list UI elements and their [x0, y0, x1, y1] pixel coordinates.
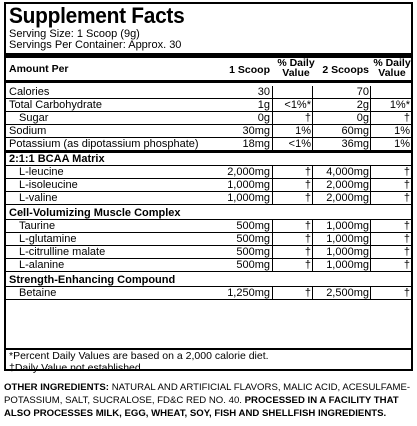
nutrient-name: L-valine: [19, 192, 58, 204]
amount-one-scoop: 18mg: [242, 138, 270, 150]
column-divider: [370, 192, 371, 204]
supplement-facts-panel: [4, 2, 413, 374]
table-row: [6, 112, 411, 124]
amount-two-scoops: 2,500mg: [326, 287, 369, 299]
daily-value-one: †: [304, 112, 311, 124]
amount-one-scoop: 500mg: [236, 246, 270, 258]
amount-one-scoop: 500mg: [236, 220, 270, 232]
section-title: 2:1:1 BCAA Matrix: [9, 153, 105, 165]
daily-value-one: †: [304, 287, 311, 299]
nutrient-name: Sodium: [9, 125, 47, 137]
nutrient-name: Potassium (as dipotassium phosphate): [9, 138, 199, 150]
table-row: [6, 125, 411, 137]
column-divider: [272, 220, 273, 232]
table-row: [6, 99, 411, 111]
column-divider: [370, 99, 371, 111]
column-divider: [370, 138, 371, 150]
header-one-scoop: 1 Scoop: [229, 64, 270, 76]
amount-one-scoop: 0g: [257, 112, 270, 124]
column-divider: [272, 246, 273, 258]
amount-two-scoops: 70: [356, 86, 369, 98]
row-divider: [6, 204, 411, 205]
daily-value-two: †: [403, 287, 410, 299]
column-divider: [312, 192, 313, 204]
daily-value-two: †: [403, 112, 410, 124]
nutrient-name: Betaine: [19, 287, 57, 299]
column-divider: [312, 86, 313, 98]
amount-two-scoops: 0g: [356, 112, 369, 124]
amount-two-scoops: 1,000mg: [326, 233, 369, 245]
column-divider: [272, 138, 273, 150]
column-divider: [370, 179, 371, 191]
amount-one-scoop: 30mg: [242, 125, 270, 137]
dagger-note: †Daily Value not established.: [9, 362, 144, 374]
nutrient-name: Calories: [9, 86, 50, 98]
amount-one-scoop: 500mg: [236, 233, 270, 245]
column-divider: [272, 259, 273, 271]
row-divider: [6, 299, 411, 300]
thick-rule: [6, 53, 411, 58]
column-divider: [370, 287, 371, 299]
column-divider: [312, 125, 313, 137]
daily-value-two: †: [403, 166, 410, 178]
table-row: [6, 166, 411, 178]
other-ingredients-text: NATURAL AND ARTIFICIAL FLAVORS, MALIC ACID, ACESULFAME-POTASSIUM, SALT, SUCRALOSE, FD&C RED NO. 40.: [4, 382, 411, 406]
column-divider: [312, 112, 313, 124]
amount-one-scoop: 1,000mg: [227, 192, 270, 204]
table-row: [6, 138, 411, 150]
amount-two-scoops: 36mg: [341, 138, 369, 150]
table-row: [6, 259, 411, 271]
nutrient-name: Sugar: [19, 112, 49, 124]
column-divider: [272, 99, 273, 111]
header-dv2-line2: Value: [378, 67, 406, 79]
column-divider: [312, 259, 313, 271]
column-divider: [272, 233, 273, 245]
table-row: [6, 192, 411, 204]
nutrient-name: L-leucine: [19, 166, 64, 178]
nutrient-name: L-alanine: [19, 259, 65, 271]
amount-two-scoops: 2g: [356, 99, 369, 111]
daily-value-one: †: [304, 259, 311, 271]
column-divider: [370, 220, 371, 232]
column-divider: [370, 166, 371, 178]
other-ingredients-label: OTHER INGREDIENTS:: [4, 382, 110, 393]
column-divider: [312, 179, 313, 191]
header-dv1-line1: % Daily: [277, 57, 315, 69]
column-divider: [312, 246, 313, 258]
daily-value-one: †: [304, 233, 311, 245]
daily-value-one: †: [304, 246, 311, 258]
table-row: [6, 220, 411, 232]
column-divider: [272, 125, 273, 137]
table-row: [6, 179, 411, 191]
table-row: [6, 233, 411, 245]
daily-value-two: †: [403, 259, 410, 271]
column-divider: [272, 166, 273, 178]
column-divider: [312, 233, 313, 245]
serving-size: Serving Size: 1 Scoop (9g): [9, 28, 140, 40]
column-divider: [272, 179, 273, 191]
daily-value-two: †: [403, 246, 410, 258]
column-divider: [272, 112, 273, 124]
amount-one-scoop: 1,250mg: [227, 287, 270, 299]
amount-one-scoop: 30: [257, 86, 270, 98]
section-title: Cell-Volumizing Muscle Complex: [9, 207, 181, 219]
nutrient-name: L-citrulline malate: [19, 246, 106, 258]
column-divider: [272, 287, 273, 299]
header-dv2-line1: % Daily: [373, 57, 411, 69]
panel-title: Supplement Facts: [9, 3, 185, 28]
column-divider: [370, 246, 371, 258]
column-divider: [370, 259, 371, 271]
column-divider: [312, 138, 313, 150]
amount-one-scoop: 500mg: [236, 259, 270, 271]
column-divider: [312, 287, 313, 299]
other-ingredients: [4, 381, 414, 420]
amount-one-scoop: 1,000mg: [227, 179, 270, 191]
amount-one-scoop: 2,000mg: [227, 166, 270, 178]
table-row: [6, 287, 411, 299]
amount-two-scoops: 4,000mg: [326, 166, 369, 178]
daily-value-one: <1%*: [284, 99, 311, 111]
daily-value-two: 1%*: [389, 99, 410, 111]
daily-value-two: †: [403, 192, 410, 204]
header-amount-per: Amount Per: [9, 63, 69, 75]
nutrient-name: L-glutamine: [19, 233, 77, 245]
section-title: Strength-Enhancing Compound: [9, 274, 176, 286]
daily-value-one: †: [304, 179, 311, 191]
table-row: [6, 246, 411, 258]
nutrient-name: L-isoleucine: [19, 179, 78, 191]
column-divider: [370, 112, 371, 124]
column-divider: [272, 86, 273, 98]
column-divider: [370, 125, 371, 137]
daily-value-one: <1%: [288, 138, 311, 150]
header-dv1-line2: Value: [282, 67, 310, 79]
daily-value-two: †: [403, 179, 410, 191]
amount-two-scoops: 1,000mg: [326, 220, 369, 232]
row-divider: [6, 271, 411, 272]
percent-daily-note: *Percent Daily Values are based on a 2,000 calorie diet.: [9, 350, 269, 362]
nutrient-name: Total Carbohydrate: [9, 99, 102, 111]
servings-per-container: Servings Per Container: Approx. 30: [9, 39, 182, 51]
column-divider: [272, 192, 273, 204]
amount-two-scoops: 1,000mg: [326, 259, 369, 271]
header-two-scoops: 2 Scoops: [322, 64, 369, 76]
daily-value-one: †: [304, 166, 311, 178]
column-divider: [370, 86, 371, 98]
column-divider: [312, 166, 313, 178]
allergen-statement: PROCESSED IN A FACILITY THAT ALSO PROCESSES MILK, EGG, WHEAT, SOY, FISH AND SHELLFISH INGREDIENTS.: [4, 395, 399, 419]
column-divider: [370, 233, 371, 245]
amount-one-scoop: 1g: [257, 99, 270, 111]
table-row: [6, 86, 411, 98]
daily-value-one: †: [304, 220, 311, 232]
daily-value-two: †: [403, 220, 410, 232]
amount-two-scoops: 2,000mg: [326, 192, 369, 204]
daily-value-two: 1%: [394, 125, 410, 137]
daily-value-one: 1%: [295, 125, 311, 137]
daily-value-one: †: [304, 192, 311, 204]
daily-value-two: †: [403, 233, 410, 245]
amount-two-scoops: 60mg: [341, 125, 369, 137]
column-divider: [312, 99, 313, 111]
daily-value-two: 1%: [394, 138, 410, 150]
nutrient-name: Taurine: [19, 220, 56, 232]
amount-two-scoops: 2,000mg: [326, 179, 369, 191]
header-rule: [6, 80, 411, 83]
amount-two-scoops: 1,000mg: [326, 246, 369, 258]
column-divider: [312, 220, 313, 232]
